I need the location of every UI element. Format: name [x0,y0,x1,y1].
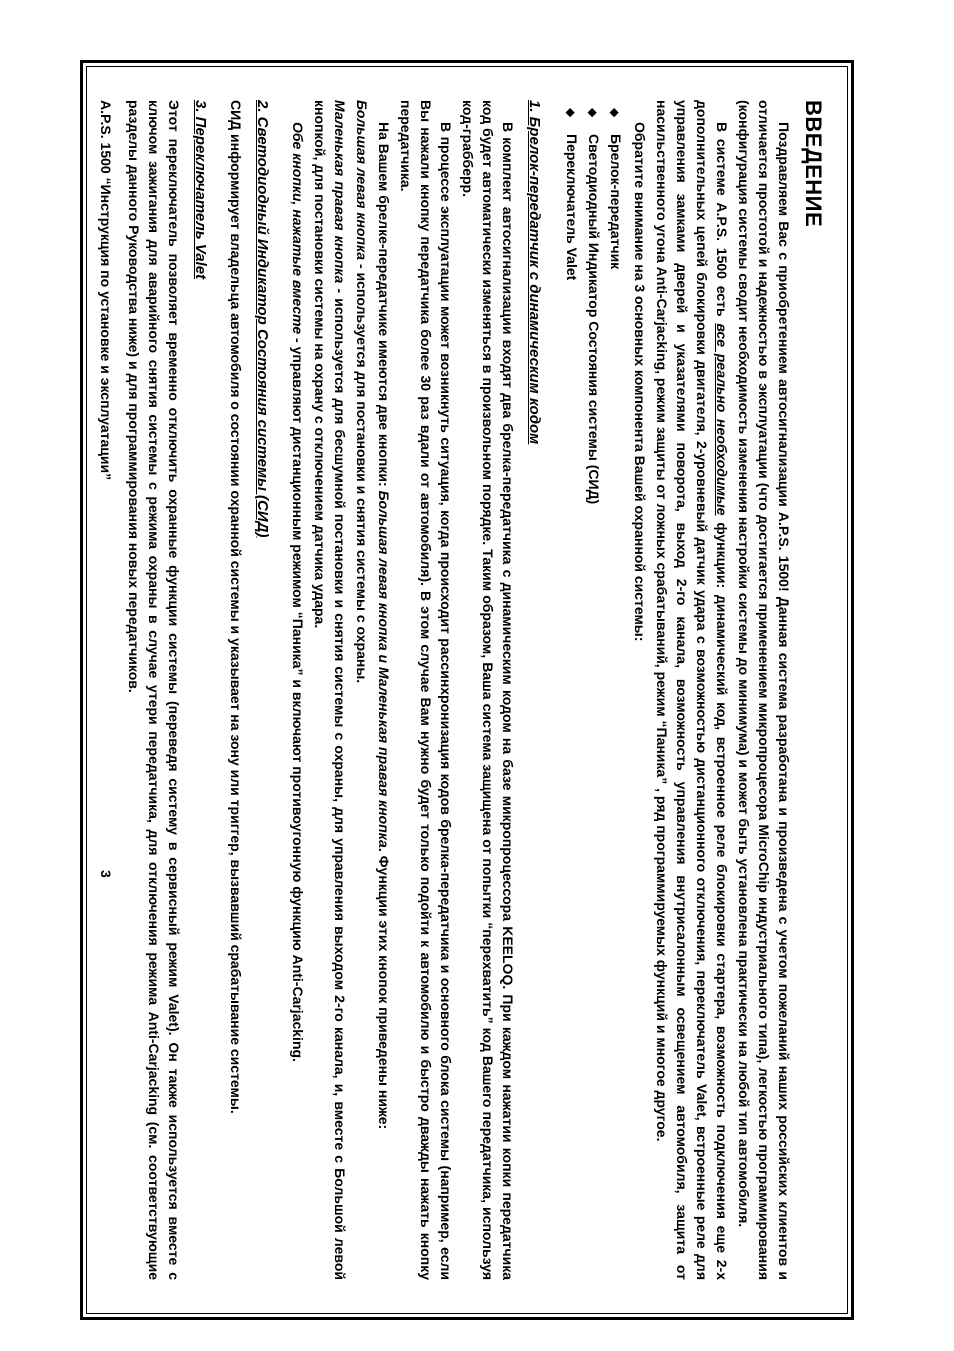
list-item [582,108,604,1280]
section-2-paragraph-1: СИД информирует владельца автомобиля о состоянии охранной системы и указывает на зону или триггер, вызвавший срабатывание системы. [228,100,244,1114]
page-number: 3 [98,870,114,878]
section-1-title: 1. Брелок-передатчик с динамическим кодом [526,100,543,445]
both-buttons-text: - управляют дистанционным режимом “Паника” и включают противоугонную функцию Anti-Carjacking. [290,334,306,1062]
diamond-bullet-icon: ◆ [586,108,600,118]
big-left-button-text: - используется для постановки и снятия системы с охраны. [354,260,370,684]
s1-p3-emphasis: Большая левая кнопка и Маленькая правая кнопка [376,490,392,848]
intro-paragraph-1: Поздравляем Вас с приобретением автосигнализации A.P.S. 1500! Данная система разработана и произведена с учетом пожеланий наших российских клиентов и отличается простотой и надежностью в эксплуатации (что достигается применением микропроцесора MicroChip индустриального типа), легкостью программирования (конфигурация системы сводит необходимость изменения настройки системы до минимума) и может быть установлена практически на любой тип автомобиля. [736,100,792,1280]
section-2-title: 2. Светодиодный Индикатор Состояния системы (СИД) [254,100,271,538]
small-right-button-text: - используется для бесшумной постановки и снятия системы с охраны, для управления выходом 2-го канала, и, вместе с Большой левой кнопкой, для постановки системы на охрану с отключением датчика удара. [312,100,348,1280]
intro-p2-emphasis: все реально необходимые [714,323,730,516]
intro-paragraph-2 [652,100,732,1280]
section-1-paragraph-1: В комплект автосигнализации входят два брелка-передатчика с динамическим кодом на базе микропроцессора KEELOQ. При каждом нажатии копки передатчика код будет автоматически изменяться в произвольном порядке. Таким образом, Ваша система защищена от попытки “перехватить” код Вашего передатчика, используя код-грабберр. [460,100,516,1280]
both-buttons-term: Обе кнопки, нажатые вместе [290,122,306,335]
component-label: Брелок-передатчик [608,134,624,270]
component-label: Светодиодный Индикатор Состояния системы (СИД) [586,134,602,505]
s1-p3-before: На Вашем брелке-передатчике имеются две кнопки: [376,122,392,491]
component-label: Переключатель Valet [564,134,580,281]
small-right-button-term: Маленькая правая кнопка [332,100,348,284]
section-1-paragraph-2: В процессе эксплуатации может возникнуть ситуация, когда происходит рассинхронизация кодов брелка-передатчика и основного блока системы (например, если Вы нажали кнопку передатчика более 30 раз вдали от автомобиля). В этом случае Вам нужно будет только подойти к автомобилю и быстро дважды нажать кнопку передатчика. [398,100,454,1280]
big-left-button-description [352,100,372,1280]
small-right-button-description [310,100,350,1280]
page-heading: ВВЕДЕНИЕ [801,100,826,228]
section-3-title: 3. Переключатель Valet [192,100,209,280]
both-buttons-description [288,100,308,1280]
s1-p3-after: . Функции этих кнопок приведены ниже: [376,847,392,1130]
diamond-bullet-icon: ◆ [564,108,578,118]
diamond-bullet-icon: ◆ [608,108,622,118]
footer-document-title: A.P.S. 1500 “Инструкция по установке и эксплуатации” [98,100,114,481]
intro-p2-before: В системе A.P.S. 1500 есть [714,122,730,324]
list-item [560,108,582,1280]
intro-p2-after: функции: динамический код, встроенное реле блокировки стартера, возможность подключения еще 2-х дополнительных цепей блокировки двигателя, 2-уровневый датчик удара с возможностью дистанционного отключения, переключатель Valet, встроенные реле для управления замками дверей и указателями поворота, выход 2-го канала, возможность управления внутрисалонным освещением автомобиля, защита от насильственного угона Anti-Carjacking, режим защиты от ложных срабатываний, режим “Паника” , ряд программируемых функций и многое другое. [654,100,730,1281]
big-left-button-term: Большая левая кнопка [354,100,370,261]
list-item [604,108,626,1280]
component-list [560,108,626,1280]
section-1-paragraph-3 [374,100,394,1280]
section-3-paragraph-1: Этот переключатель позволяет временно отключить охранные функции системы (переведя систему в сервисный режим Valet). Он также используется вместе с ключом зажигания для аварийного снятия системы с режима охраны в случае утери передатчика, для отключения режима Anti-Carjacking (см. соответствующие разделы данного Руководства ниже) и для программирования новых передатчиков. [126,100,182,1280]
page-footer [96,100,116,1280]
intro-paragraph-3: Обратите внимание на 3 основных компонента Вашей охранной системы: [632,122,648,642]
rotated-page-content [86,66,848,1314]
